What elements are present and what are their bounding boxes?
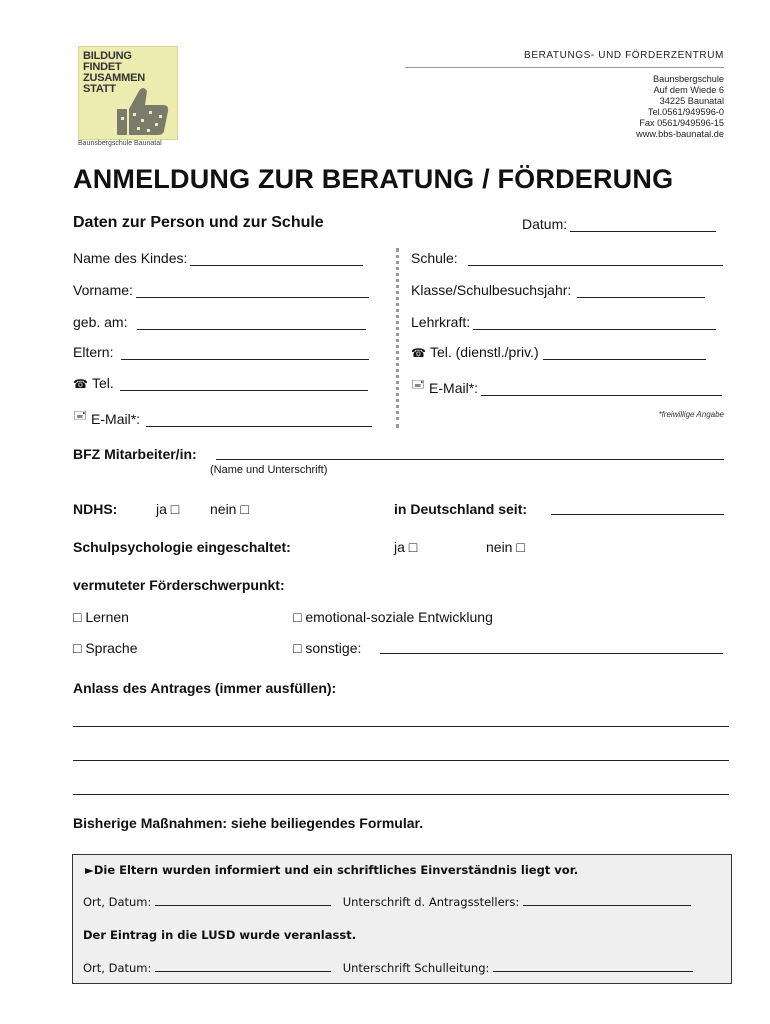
reason-line[interactable] (73, 760, 729, 761)
field-line[interactable] (136, 285, 369, 298)
schulpsych-no-checkbox[interactable]: nein □ (486, 539, 525, 555)
germany-since-label: in Deutschland seit: (394, 501, 528, 517)
field-line[interactable] (146, 414, 372, 427)
field-label: Name des Kindes: (73, 250, 188, 266)
field-child-name[interactable] (73, 250, 363, 266)
section-title-person: Daten zur Person und zur Schule (73, 214, 324, 231)
center-name: BERATUNGS- UND FÖRDERZENTRUM (524, 50, 724, 61)
field-label: Vorname: (73, 282, 133, 298)
field-label: Tel. (dienstl./priv.) (429, 344, 539, 360)
field-email[interactable] (73, 406, 372, 427)
germany-since-line[interactable] (551, 514, 724, 515)
field-class-year[interactable] (411, 282, 705, 298)
place-date-line[interactable] (155, 961, 331, 972)
field-right-email[interactable] (411, 375, 722, 396)
field-school[interactable] (411, 250, 723, 266)
field-birthdate[interactable] (73, 314, 366, 330)
focus-option-learning[interactable]: □ Lernen (73, 609, 129, 625)
place-date-label: Ort, Datum: (83, 895, 152, 909)
bfz-line[interactable] (216, 459, 724, 460)
address-line: Auf dem Wiede 6 (653, 85, 724, 95)
field-label: Lehrkraft: (411, 314, 471, 330)
consent-statement: ►Die Eltern wurden informiert und ein schriftliches Einverständnis liegt vor. (85, 863, 579, 877)
address-line: 34225 Baunatal (659, 96, 724, 106)
field-line[interactable] (468, 253, 723, 266)
applicant-signature-label: Unterschrift d. Antragsstellers: (342, 895, 520, 909)
schulpsych-label: Schulpsychologie eingeschaltet: (73, 539, 291, 555)
focus-other-line[interactable] (380, 653, 723, 654)
logo-line: STATT (83, 83, 116, 95)
address-line: www.bbs-baunatal.de (636, 129, 724, 139)
confirmation-box (72, 854, 732, 984)
reason-line[interactable] (73, 794, 729, 795)
email-icon: 🖃 (411, 377, 426, 391)
school-signature-line[interactable] (493, 961, 693, 972)
thumbs-up-icon (109, 83, 175, 139)
address-line: Tel.0561/949596-0 (647, 107, 724, 117)
field-line[interactable] (481, 383, 722, 396)
schulpsych-yes-checkbox[interactable]: ja □ (394, 539, 418, 555)
focus-option-emotional[interactable]: □ emotional-soziale Entwicklung (293, 609, 493, 625)
header-divider (405, 67, 724, 68)
reason-line[interactable] (73, 726, 729, 727)
page-title: ANMELDUNG ZUR BERATUNG / FÖRDERUNG (73, 164, 674, 194)
field-label: Tel. (91, 375, 114, 391)
ndhs-yes-checkbox[interactable]: ja □ (156, 501, 180, 517)
field-line[interactable] (120, 378, 368, 391)
address-line: Fax 0561/949596-15 (639, 118, 724, 128)
lusd-statement: Der Eintrag in die LUSD wurde veranlasst. (83, 928, 357, 942)
bfz-label: BFZ Mitarbeiter/in: (73, 446, 197, 462)
field-work-phone[interactable] (411, 344, 706, 360)
place-date-label: Ort, Datum: (83, 961, 152, 975)
logo-line: ZUSAMMEN (83, 72, 145, 84)
logo-line: FINDET (83, 61, 122, 73)
focus-label: vermuteter Förderschwerpunkt: (73, 577, 285, 593)
datum-field[interactable] (522, 216, 716, 232)
field-label: Klasse/Schulbesuchsjahr: (411, 282, 572, 298)
field-line[interactable] (577, 285, 705, 298)
phone-icon: ☎ (73, 377, 88, 391)
column-separator (396, 248, 399, 428)
optional-note: *freiwillige Angabe (658, 410, 724, 419)
field-line[interactable] (543, 347, 706, 360)
ndhs-label: NDHS: (73, 501, 118, 517)
field-line[interactable] (137, 317, 366, 330)
applicant-signature-row[interactable] (83, 895, 691, 909)
field-label: E-Mail*: (91, 411, 141, 427)
field-teacher[interactable] (411, 314, 716, 330)
field-phone[interactable] (73, 375, 368, 391)
field-label: Eltern: (73, 344, 114, 360)
email-icon: 🖃 (73, 408, 88, 422)
logo-line: BILDUNG (83, 50, 132, 62)
address-line: Baunsbergschule (653, 74, 724, 84)
school-signature-row[interactable] (83, 961, 693, 975)
ndhs-no-checkbox[interactable]: nein □ (210, 501, 249, 517)
field-label: geb. am: (73, 314, 128, 330)
datum-label: Datum: (522, 216, 568, 232)
bfz-hint: (Name und Unterschrift) (210, 464, 328, 476)
phone-icon: ☎ (411, 346, 426, 360)
field-label: Schule: (411, 250, 458, 266)
focus-option-other[interactable]: □ sonstige: (293, 640, 362, 656)
school-signature-label: Unterschrift Schulleitung: (342, 961, 490, 975)
field-line[interactable] (473, 317, 716, 330)
field-label: E-Mail*: (429, 380, 479, 396)
field-parents[interactable] (73, 344, 369, 360)
applicant-signature-line[interactable] (523, 895, 691, 906)
field-line[interactable] (121, 347, 369, 360)
address-block (636, 74, 724, 140)
school-logo (78, 46, 178, 140)
measures-text: Bisherige Maßnahmen: siehe beiliegendes Formular. (73, 815, 424, 831)
logo-caption: Baunsbergschule Baunatal (78, 140, 162, 147)
place-date-line[interactable] (155, 895, 331, 906)
reason-label: Anlass des Antrages (immer ausfüllen): (73, 680, 337, 696)
datum-line[interactable] (570, 219, 716, 232)
field-line[interactable] (190, 253, 363, 266)
field-first-name[interactable] (73, 282, 369, 298)
focus-option-speech[interactable]: □ Sprache (73, 640, 138, 656)
